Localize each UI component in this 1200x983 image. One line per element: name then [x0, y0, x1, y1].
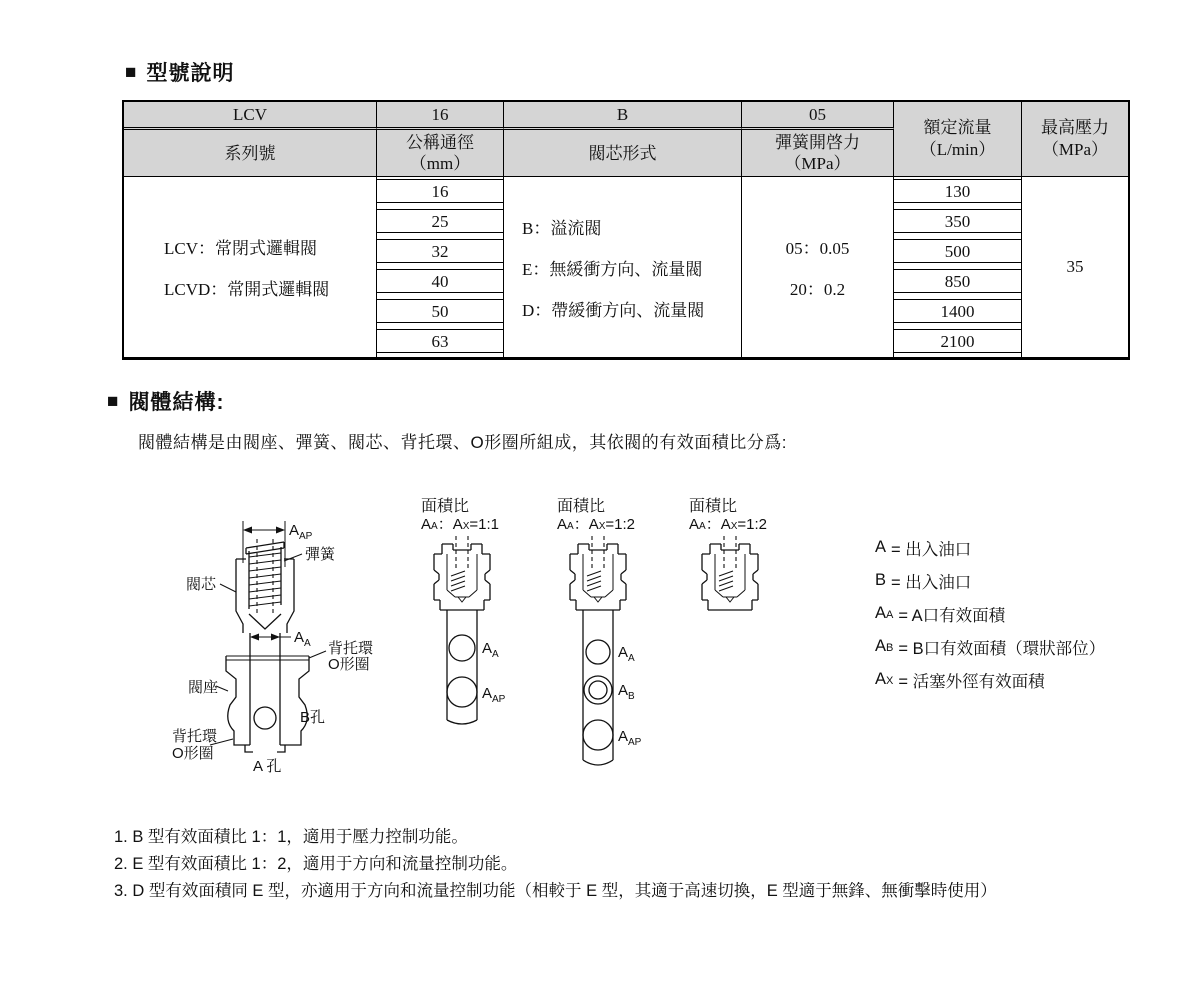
- ratio2-title: [557, 498, 635, 536]
- model-spec-table: [122, 100, 1130, 360]
- size-cell: [377, 207, 504, 237]
- ratio1-formula: AA：AX=1:1: [421, 516, 500, 533]
- flow-header: [894, 102, 1022, 177]
- flow-cell: [894, 237, 1022, 267]
- flow-value: 350: [894, 209, 1021, 233]
- pressure-header-label: 最高壓力: [1041, 118, 1109, 137]
- series-line: LCVD：常開式邏輯閥: [164, 280, 330, 299]
- series-values-cell: [124, 177, 377, 357]
- flow-header-label: 額定流量: [923, 118, 992, 137]
- ratio3-diagram: [682, 534, 802, 619]
- ratio2-aa-label: $A_A$: [618, 644, 635, 664]
- hole-a-label: A 孔: [253, 758, 282, 775]
- spring-force-line: 20：0.2: [789, 280, 846, 299]
- size-value: 16: [377, 179, 503, 203]
- section-square-icon: ■: [107, 390, 120, 412]
- flow-value: 850: [894, 269, 1021, 293]
- note-line-3: 3. D 型有效面積同 E 型，亦適用于方向和流量控制功能（相較于 E 型，其適于高速切換，E 型適于無鋒、無衝擊時使用）: [114, 882, 997, 900]
- spring-header: [742, 130, 894, 177]
- legend-row: B = 出入油口: [875, 571, 972, 592]
- note-line-2: 2. E 型有效面積比 1：2，適用于方向和流量控制功能。: [114, 855, 518, 873]
- code-cell-series: LCV: [124, 102, 377, 130]
- ratio2-cartridge: [570, 536, 642, 765]
- backring-right-label: 背托環: [328, 640, 374, 657]
- ratio3-title-text: 面積比: [689, 498, 738, 515]
- ratio2-ab-label: $A_B$: [618, 682, 635, 702]
- max-pressure-cell: 35: [1066, 257, 1084, 276]
- legend-row: A A = A口有效面積: [875, 604, 1006, 625]
- size-value: 63: [377, 329, 503, 353]
- spool-header: [504, 130, 742, 177]
- model-section-title-text: 型號說明: [146, 62, 235, 85]
- series-header-label: 系列號: [224, 143, 276, 163]
- structure-section-title: [107, 386, 224, 416]
- legend-row: A = 出入油口: [875, 538, 972, 559]
- spool-type-line: B：溢流閥: [522, 218, 602, 238]
- series-header: [124, 130, 377, 177]
- spring-forces-cell: [742, 177, 894, 357]
- code-cell-spool: B: [504, 102, 742, 130]
- flow-value: 2100: [894, 329, 1021, 353]
- ratio1-aap-label: $A_{AP}$: [482, 685, 506, 705]
- ratio1-aa-label: $A_A$: [482, 640, 499, 660]
- code-cell-spring: 05: [742, 102, 894, 130]
- aap-dimension-label: $A_{AP}$: [289, 522, 313, 542]
- legend-row: A B = B口有效面積（環狀部位）: [875, 637, 1106, 658]
- flow-cell: [894, 297, 1022, 327]
- flow-cell: [894, 207, 1022, 237]
- ratio2-formula: AA：AX=1:2: [557, 516, 636, 533]
- ratio3-title: [689, 498, 767, 536]
- flow-header-unit: （L/min）: [919, 140, 996, 159]
- series-line: LCV：常閉式邏輯閥: [164, 239, 317, 258]
- note-line-1: 1. B 型有效面積比 1：1，適用于壓力控制功能。: [114, 828, 468, 846]
- flow-cell: [894, 327, 1022, 357]
- size-cell: [377, 267, 504, 297]
- oring-right-label: O形圈: [328, 656, 370, 673]
- structure-section-title-text: 閥體結構:: [128, 391, 225, 414]
- valve-cross-section-diagram: [150, 493, 420, 793]
- ratio2-aap-label: $A_{AP}$: [618, 728, 642, 748]
- code-cell-size: 16: [377, 102, 504, 130]
- ratio1-title-text: 面積比: [421, 498, 470, 515]
- flow-cell: [894, 267, 1022, 297]
- structure-intro: 閥體結構是由閥座、彈簧、閥芯、背托環、O形圈所組成，其依閥的有效面積比分爲:: [138, 433, 787, 452]
- hole-b-label: B孔: [300, 709, 326, 726]
- flow-value: 130: [894, 179, 1021, 203]
- spool-types-cell: [504, 177, 742, 357]
- size-cell: [377, 327, 504, 357]
- ratio2-diagram: [550, 534, 670, 774]
- spool-header-label: 閥芯形式: [588, 143, 657, 163]
- size-header: [377, 130, 504, 177]
- backring-bottom-label: 背托環: [172, 728, 218, 745]
- size-header-unit: （mm）: [409, 154, 471, 173]
- ratio3-cartridge: [702, 536, 758, 610]
- oring-bottom-label: O形圈: [172, 745, 214, 762]
- size-cell: [377, 297, 504, 327]
- area-legend: [875, 531, 1105, 696]
- size-value: 40: [377, 269, 503, 293]
- spring-header-unit: （MPa）: [784, 154, 851, 173]
- notes-block: [114, 824, 997, 905]
- ratio1-diagram: [414, 534, 534, 734]
- legend-row: A X = 活塞外徑有效面積: [875, 670, 1045, 691]
- size-header-label: 公稱通徑: [406, 133, 474, 152]
- aa-dimension-label: $A_A$: [294, 629, 311, 649]
- flow-value: 500: [894, 239, 1021, 263]
- flow-cell: [894, 177, 1022, 207]
- section-square-icon: ■: [125, 61, 138, 83]
- spring-label: 彈簧: [305, 546, 336, 563]
- ratio1-cartridge: [434, 536, 506, 724]
- size-value: 50: [377, 299, 503, 323]
- core-label: 閥芯: [186, 576, 217, 593]
- spool-type-line: D：帶緩衝方向、流量閥: [522, 300, 705, 320]
- spool-type-line: E：無緩衝方向、流量閥: [522, 259, 703, 279]
- size-value: 32: [377, 239, 503, 263]
- size-cell: [377, 177, 504, 207]
- pressure-header: [1022, 102, 1128, 177]
- ratio2-title-text: 面積比: [557, 498, 606, 515]
- spring-header-label: 彈簧開啓力: [775, 133, 860, 152]
- seat-label: 閥座: [188, 679, 219, 696]
- ratio1-title: [421, 498, 499, 536]
- spring-force-line: 05：0.05: [785, 239, 850, 258]
- size-value: 25: [377, 209, 503, 233]
- pressure-header-unit: （MPa）: [1041, 140, 1109, 159]
- model-section-title: [125, 57, 234, 87]
- ratio3-formula: AA：AX=1:2: [689, 516, 768, 533]
- size-cell: [377, 237, 504, 267]
- flow-value: 1400: [894, 299, 1021, 323]
